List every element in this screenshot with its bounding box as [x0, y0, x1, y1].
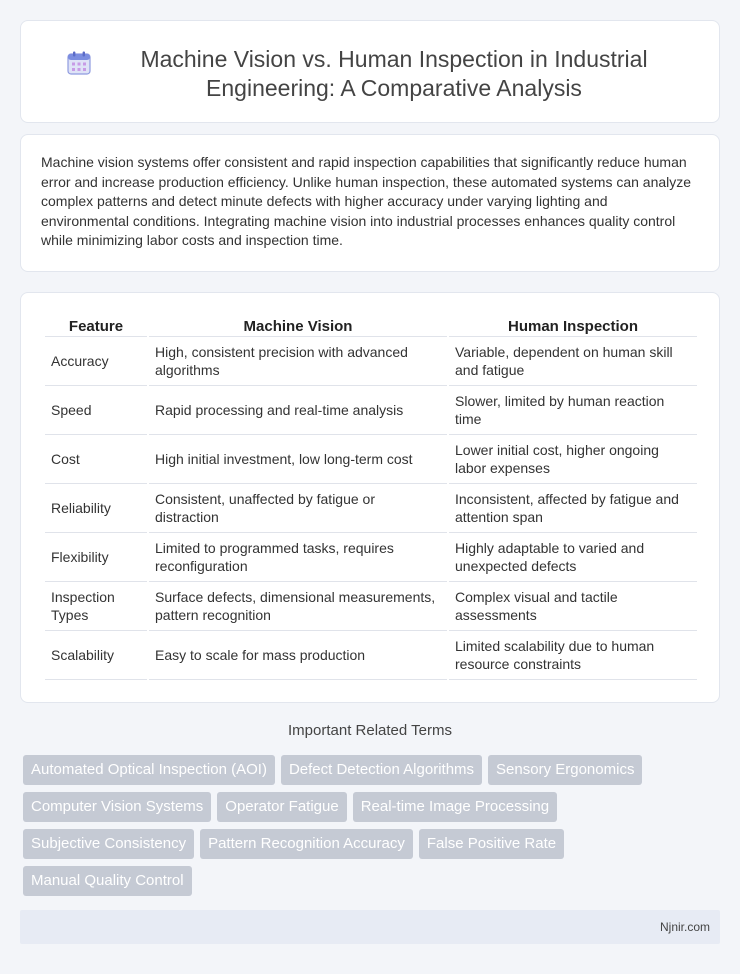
page-title: Machine Vision vs. Human Inspection in Industrial Engineering: A Comparative Analysis [140, 46, 648, 101]
header-feature: Feature [45, 311, 147, 337]
feature-cell: Accuracy [45, 337, 147, 386]
feature-cell: Scalability [45, 631, 147, 680]
related-term-tag[interactable]: Subjective Consistency [23, 829, 194, 859]
feature-cell: Inspection Types [45, 582, 147, 631]
feature-cell: Reliability [45, 484, 147, 533]
header-machine-vision: Machine Vision [149, 311, 447, 337]
table-row [45, 631, 697, 680]
table-row [45, 533, 697, 582]
human-inspection-cell: Slower, limited by human reaction time [449, 386, 697, 435]
machine-vision-cell: High initial investment, low long-term cost [149, 435, 447, 484]
human-inspection-cell: Limited scalability due to human resource constraints [449, 631, 697, 680]
machine-vision-cell: Limited to programmed tasks, requires reconfiguration [149, 533, 447, 582]
human-inspection-cell: Variable, dependent on human skill and fatigue [449, 337, 697, 386]
footer-site-link[interactable]: Njnir.com [659, 920, 710, 934]
related-term-tag[interactable]: Computer Vision Systems [23, 792, 211, 822]
machine-vision-cell: High, consistent precision with advanced algorithms [149, 337, 447, 386]
title-card [20, 20, 720, 123]
table-row [45, 435, 697, 484]
related-term-tag[interactable]: Operator Fatigue [217, 792, 346, 822]
table-row [45, 337, 697, 386]
feature-cell: Speed [45, 386, 147, 435]
machine-vision-cell: Consistent, unaffected by fatigue or distraction [149, 484, 447, 533]
related-terms-heading: Important Related Terms [288, 722, 452, 739]
related-term-tag[interactable]: Defect Detection Algorithms [281, 755, 482, 785]
machine-vision-cell: Rapid processing and real-time analysis [149, 386, 447, 435]
human-inspection-cell: Inconsistent, affected by fatigue and attention span [449, 484, 697, 533]
title-row [21, 21, 719, 103]
comparison-table-card [20, 292, 720, 703]
human-inspection-cell: Complex visual and tactile assessments [449, 582, 697, 631]
related-terms-list [23, 755, 703, 896]
calendar-icon [66, 50, 92, 76]
table-row [45, 386, 697, 435]
human-inspection-cell: Highly adaptable to varied and unexpected defects [449, 533, 697, 582]
comparison-table [43, 311, 699, 680]
machine-vision-cell: Surface defects, dimensional measurements, pattern recognition [149, 582, 447, 631]
intro-paragraph: Machine vision systems offer consistent and rapid inspection capabilities that significantly reduce human error and increase production efficiency. Unlike human inspection, these automated systems can analyze complex patterns and detect minute defects with higher accuracy under varying lighting and environmental conditions. Integrating machine vision into industrial processes enhances quality control while minimizing labor costs and inspection time. [41, 154, 692, 248]
feature-cell: Flexibility [45, 533, 147, 582]
machine-vision-cell: Easy to scale for mass production [149, 631, 447, 680]
table-row [45, 582, 697, 631]
related-term-tag[interactable]: Manual Quality Control [23, 866, 192, 896]
table-header-row [45, 311, 697, 337]
related-term-tag[interactable]: False Positive Rate [419, 829, 564, 859]
table-row [45, 484, 697, 533]
related-term-tag[interactable]: Automated Optical Inspection (AOI) [23, 755, 275, 785]
header-human-inspection: Human Inspection [449, 311, 697, 337]
feature-cell: Cost [45, 435, 147, 484]
related-term-tag[interactable]: Pattern Recognition Accuracy [200, 829, 413, 859]
footer [20, 910, 720, 944]
related-term-tag[interactable]: Real-time Image Processing [353, 792, 557, 822]
human-inspection-cell: Lower initial cost, higher ongoing labor expenses [449, 435, 697, 484]
intro-card [20, 134, 720, 272]
related-term-tag[interactable]: Sensory Ergonomics [488, 755, 642, 785]
